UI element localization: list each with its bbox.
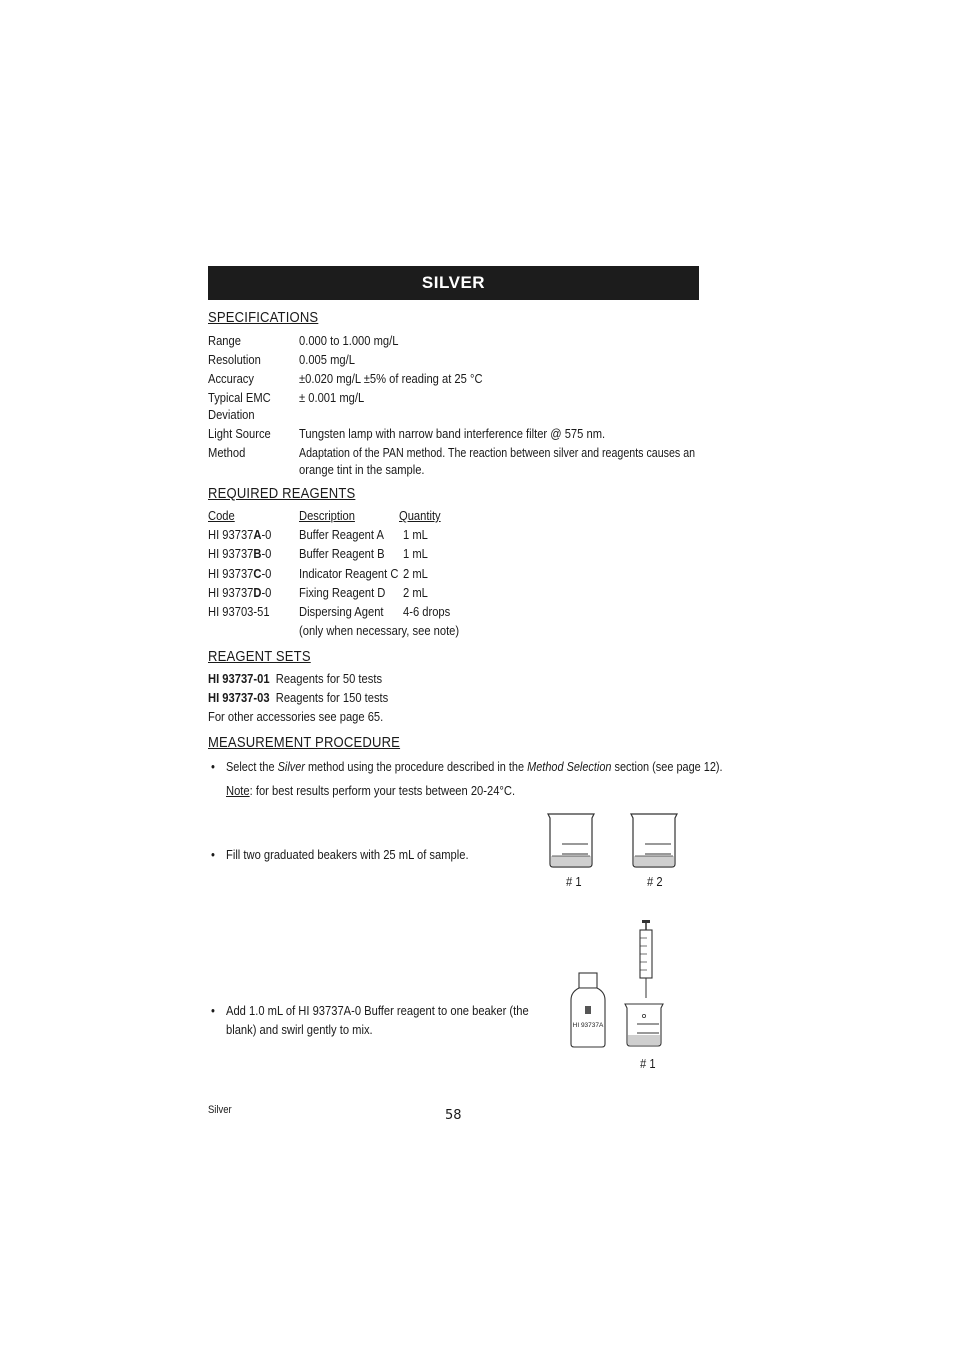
reagents-col-description: Description <box>299 508 355 523</box>
reagent-set-item: HI 93737-01 Reagents for 50 tests <box>208 671 383 686</box>
reagent-quantity: 1 mL <box>403 527 428 542</box>
beaker-icon <box>631 814 677 867</box>
reagent-description: Buffer Reagent A <box>299 527 384 542</box>
procedure-step-1: Select the Silver method using the procedure described in the Method Selection section (see page 12). <box>226 759 723 774</box>
spec-value-accuracy: ±0.020 mg/L ±5% of reading at 25 °C <box>299 371 483 386</box>
spec-label-light-source: Light Source <box>208 426 271 441</box>
beakers-illustration <box>540 810 690 875</box>
reagent-description: Fixing Reagent D <box>299 585 386 600</box>
footer-section-label: Silver <box>208 1104 232 1116</box>
reagent-quantity: 2 mL <box>403 585 428 600</box>
page-number: 58 <box>445 1108 462 1123</box>
beaker-icon <box>625 1004 663 1046</box>
reagent-code: HI 93737B-0 <box>208 546 272 561</box>
reagents-col-code: Code <box>208 508 235 523</box>
reagent-set-item: HI 93737-03 Reagents for 150 tests <box>208 690 389 705</box>
beaker-label-1: # 1 <box>566 874 582 889</box>
specifications-heading: SPECIFICATIONS <box>208 310 319 326</box>
reagent-description: Indicator Reagent C <box>299 566 399 581</box>
reagent-code: HI 93703-51 <box>208 604 270 619</box>
bullet-icon: • <box>211 1003 215 1018</box>
reagent-quantity: 2 mL <box>403 566 428 581</box>
spec-value-method-line2: orange tint in the sample. <box>299 462 425 477</box>
beaker-label-2: # 2 <box>647 874 663 889</box>
spec-label-emc: Typical EMC <box>208 390 271 405</box>
bullet-icon: • <box>211 847 215 862</box>
measurement-procedure-heading: MEASUREMENT PROCEDURE <box>208 735 401 751</box>
spec-label-resolution: Resolution <box>208 352 261 367</box>
spec-value-resolution: 0.005 mg/L <box>299 352 355 367</box>
spec-label-accuracy: Accuracy <box>208 371 254 386</box>
procedure-step-3-line1: Add 1.0 mL of HI 93737A-0 Buffer reagent to one beaker (the <box>226 1003 529 1018</box>
reagents-footnote: (only when necessary, see note) <box>299 623 460 638</box>
procedure-step-3-line2: blank) and swirl gently to mix. <box>226 1022 373 1037</box>
reagent-description: Buffer Reagent B <box>299 546 385 561</box>
beaker-label-blank: # 1 <box>640 1056 656 1071</box>
reagent-code: HI 93737A-0 <box>208 527 272 542</box>
beaker-icon <box>548 814 594 867</box>
spec-value-light-source: Tungsten lamp with narrow band interference filter @ 575 nm. <box>299 426 606 441</box>
spec-value-method-line1: Adaptation of the PAN method. The reaction between silver and reagents causes an <box>299 445 696 460</box>
spec-label-range: Range <box>208 333 241 348</box>
procedure-step-2: Fill two graduated beakers with 25 mL of sample. <box>226 847 469 862</box>
reagent-addition-illustration <box>565 918 675 1050</box>
reagent-code: HI 93737D-0 <box>208 585 272 600</box>
reagent-description: Dispersing Agent <box>299 604 384 619</box>
reagent-quantity: 4-6 drops <box>403 604 451 619</box>
spec-value-range: 0.000 to 1.000 mg/L <box>299 333 399 348</box>
syringe-icon <box>640 920 652 998</box>
spec-label-emc-line2: Deviation <box>208 407 255 422</box>
reagents-col-quantity: Quantity <box>399 508 441 523</box>
bottle-icon <box>571 973 605 1047</box>
bottle-label: HI 93737A <box>572 1022 604 1029</box>
bullet-icon: • <box>211 759 215 774</box>
spec-value-emc: ± 0.001 mg/L <box>299 390 365 405</box>
required-reagents-heading: REQUIRED REAGENTS <box>208 486 356 502</box>
section-title-bar <box>208 266 699 300</box>
spec-label-method: Method <box>208 445 246 460</box>
accessories-note: For other accessories see page 65. <box>208 709 384 724</box>
reagent-code: HI 93737C-0 <box>208 566 272 581</box>
reagent-quantity: 1 mL <box>403 546 428 561</box>
procedure-note: Note: for best results perform your tests between 20-24°C. <box>226 783 516 798</box>
reagent-sets-heading: REAGENT SETS <box>208 649 311 665</box>
page-title: SILVER <box>421 273 486 292</box>
